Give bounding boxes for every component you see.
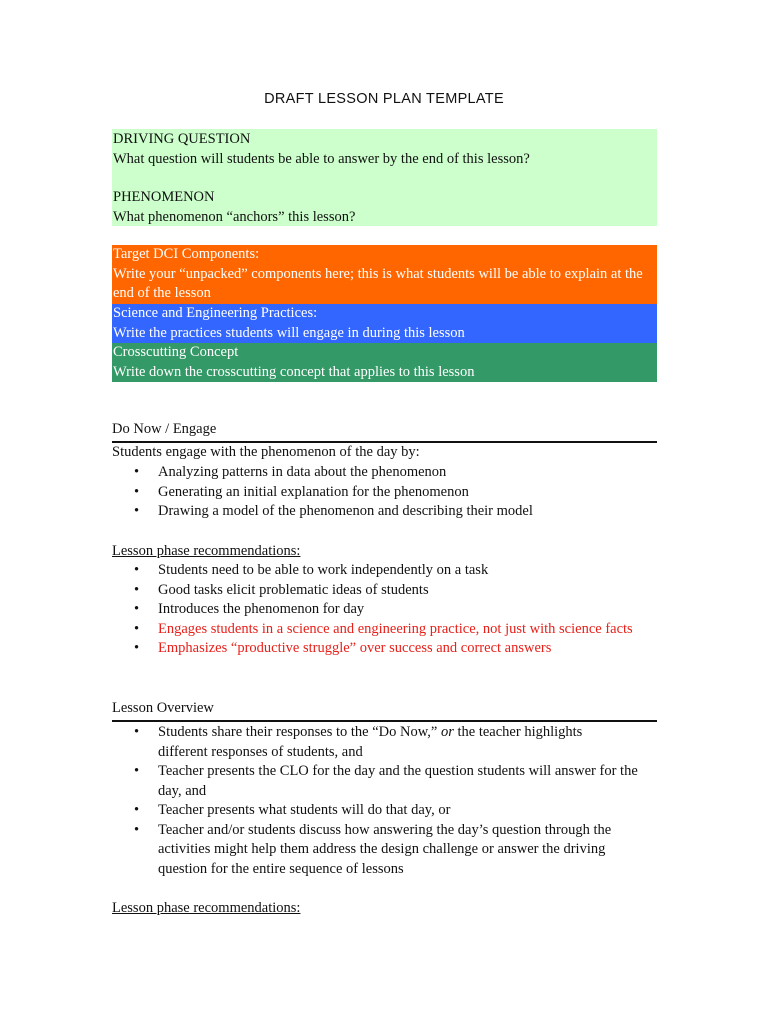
list-item: • Good tasks elicit problematic ideas of students — [112, 581, 657, 601]
phenomenon-text: What phenomenon “anchors” this lesson? — [113, 208, 356, 225]
list-item: • Students need to be able to work independently on a task — [112, 561, 657, 581]
do-now-list — [112, 463, 657, 522]
do-now-recommendations-label: Lesson phase recommendations: — [112, 543, 301, 559]
phenomenon-heading: PHENOMENON — [113, 189, 215, 205]
crosscutting-text: Write down the crosscutting concept that applies to this lesson — [113, 363, 475, 380]
do-now-recommendations-list — [112, 561, 657, 659]
list-item: • Drawing a model of the phenomenon and describing their model — [112, 502, 657, 522]
dci-text: Write your “unpacked” components here; this is what students will be able to explain at the end of the lesson — [113, 265, 643, 301]
practices-heading: Science and Engineering Practices: — [113, 305, 318, 321]
list-item-highlight: • Engages students in a science and engineering practice, not just with science facts — [112, 620, 657, 640]
lesson-overview-list — [112, 723, 657, 879]
list-item: • Teacher and/or students discuss how answering the day’s question through the activities might help them address the design challenge or answer the driving question for the entire sequence of lessons — [112, 821, 657, 880]
list-item-highlight: • Emphasizes “productive struggle” over success and correct answers — [112, 639, 657, 659]
list-item: • Generating an initial explanation for the phenomenon — [112, 483, 657, 503]
list-item: • Analyzing patterns in data about the phenomenon — [112, 463, 657, 483]
lesson-overview-heading: Lesson Overview — [112, 699, 657, 722]
do-now-intro: Students engage with the phenomenon of the day by: — [112, 444, 420, 460]
overview-recommendations-label: Lesson phase recommendations: — [112, 900, 301, 916]
do-now-heading: Do Now / Engage — [112, 420, 657, 443]
driving-question-text: What question will students be able to answer by the end of this lesson? — [113, 150, 530, 167]
dci-box — [112, 245, 657, 304]
list-item: • Teacher presents the CLO for the day and the question students will answer for the day, and — [112, 762, 657, 801]
list-item: • Teacher presents what students will do that day, or — [112, 801, 657, 821]
list-item: • Introduces the phenomenon for day — [112, 600, 657, 620]
practices-box — [112, 304, 657, 343]
driving-question-heading: DRIVING QUESTION — [113, 131, 251, 147]
dci-heading: Target DCI Components: — [113, 246, 260, 262]
crosscutting-box — [112, 343, 657, 382]
crosscutting-heading: Crosscutting Concept — [113, 344, 239, 360]
list-item: • Students share their responses to the “Do Now,” or the teacher highlights different responses of students, and — [112, 723, 657, 762]
driving-question-box — [112, 129, 657, 226]
practices-text: Write the practices students will engage in during this lesson — [113, 324, 465, 341]
page-title: DRAFT LESSON PLAN TEMPLATE — [264, 91, 504, 107]
